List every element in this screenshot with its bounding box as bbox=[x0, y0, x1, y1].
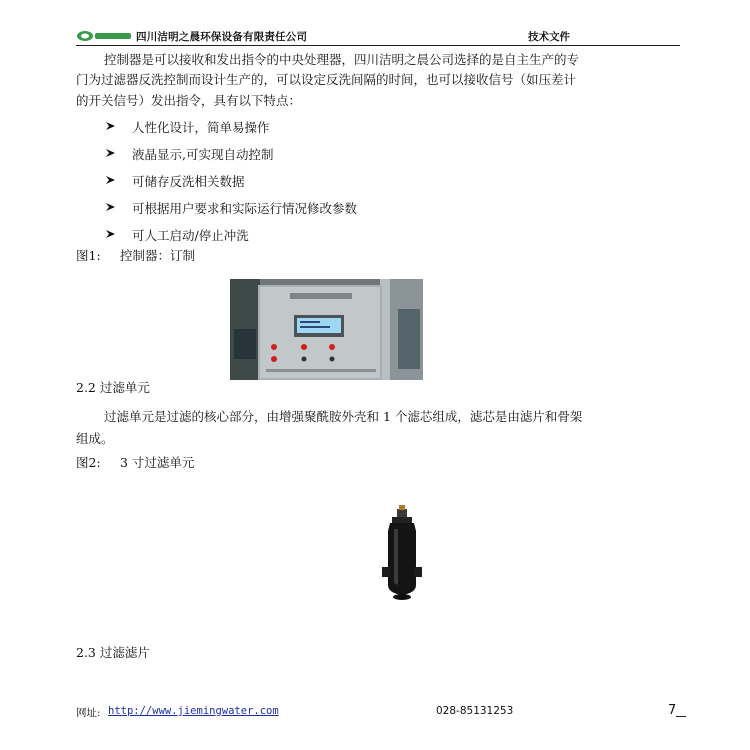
footer-phone: 028-85131253 bbox=[436, 705, 514, 717]
arrow-bullet-icon bbox=[104, 146, 118, 160]
page-header bbox=[76, 28, 680, 46]
arrow-bullet-icon bbox=[104, 119, 118, 133]
list-item-text: 人性化设计，简单易操作 bbox=[132, 120, 270, 135]
section-2-3-heading: 2.3 过滤滤片 bbox=[76, 645, 150, 660]
company-logo bbox=[76, 30, 132, 42]
figure-2-label: 图2: bbox=[76, 455, 101, 470]
section-2-2-line-2: 组成。 bbox=[76, 431, 114, 446]
filter-unit-photo bbox=[372, 505, 432, 605]
company-name: 四川洁明之晨环保设备有限责任公司 bbox=[136, 31, 308, 43]
controller-photo bbox=[230, 279, 423, 380]
arrow-bullet-icon bbox=[104, 200, 118, 214]
section-2-2-heading: 2.2 过滤单元 bbox=[76, 380, 150, 395]
figure-1-label: 图1: bbox=[76, 248, 101, 263]
page-number: 7 bbox=[668, 703, 677, 718]
document-type: 技术文件 bbox=[528, 31, 570, 43]
arrow-bullet-icon bbox=[104, 227, 118, 241]
list-item-text: 可人工启动/停止冲洗 bbox=[132, 228, 249, 243]
intro-line-1: 控制器是可以接收和发出指令的中央处理器，四川洁明之晨公司选择的是自主生产的专 bbox=[104, 52, 580, 67]
list-item-text: 液晶显示,可实现自动控制 bbox=[132, 147, 274, 162]
website-link[interactable]: http://www.jiemingwater.com bbox=[108, 705, 279, 717]
page-number-underline bbox=[676, 716, 686, 717]
figure-2-caption: 3 寸过滤单元 bbox=[120, 455, 195, 470]
intro-line-2: 门为过滤器反洗控制而设计生产的，可以设定反洗间隔的时间，也可以接收信号（如压差计 bbox=[76, 72, 577, 87]
footer-website-label: 网址: bbox=[76, 707, 101, 719]
list-item-text: 可根据用户要求和实际运行情况修改参数 bbox=[132, 201, 358, 216]
figure-1-caption: 控制器：订制 bbox=[120, 248, 196, 263]
section-2-2-line-1: 过滤单元是过滤的核心部分，由增强聚酰胺外壳和 1 个滤芯组成，滤芯是由滤片和骨架 bbox=[104, 409, 583, 424]
list-item-text: 可储存反洗相关数据 bbox=[132, 174, 245, 189]
intro-line-3: 的开关信号）发出指令，具有以下特点： bbox=[76, 93, 302, 108]
header-divider bbox=[76, 45, 680, 46]
arrow-bullet-icon bbox=[104, 173, 118, 187]
